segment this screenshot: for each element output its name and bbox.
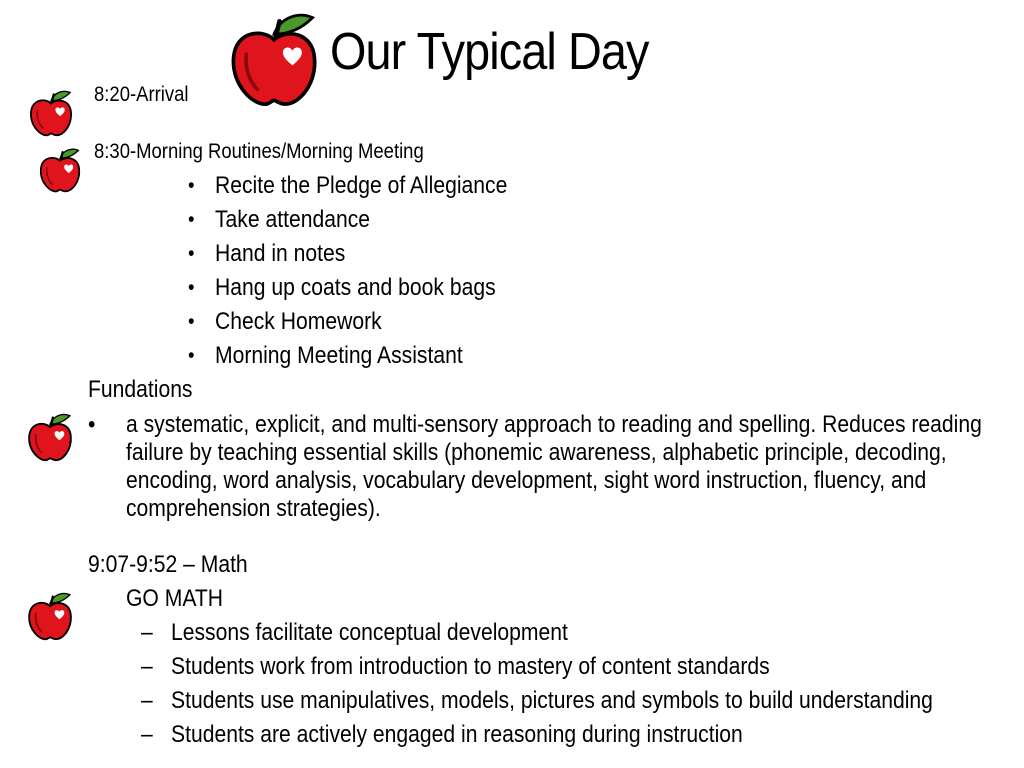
list-item: Recite the Pledge of Allegiance xyxy=(215,172,508,199)
slide-title: Our Typical Day xyxy=(330,23,649,81)
arrival-time: 8:20-Arrival xyxy=(94,83,189,106)
apple-icon xyxy=(228,8,320,110)
bullet: • xyxy=(188,242,195,265)
bullet: • xyxy=(188,208,195,231)
bullet: • xyxy=(88,411,96,438)
bullet: • xyxy=(188,310,195,333)
morning-heading: 8:30-Morning Routines/Morning Meeting xyxy=(94,140,424,163)
math-program: GO MATH xyxy=(126,585,223,612)
fundations-heading: Fundations xyxy=(88,376,193,403)
apple-icon xyxy=(38,146,82,194)
list-item: Morning Meeting Assistant xyxy=(215,342,463,369)
math-heading: 9:07-9:52 – Math xyxy=(88,551,248,578)
dash: – xyxy=(141,619,153,646)
apple-icon xyxy=(26,411,74,463)
list-item: Lessons facilitate conceptual development xyxy=(171,619,568,646)
list-item: Hand in notes xyxy=(215,240,346,267)
list-item: Students work from introduction to mastery of content standards xyxy=(171,653,770,680)
fundations-description: a systematic, explicit, and multi-sensory approach to reading and spelling. Reduces reading failure by teaching essential skills (phonemic awareness, alphabetic principle, decoding, encoding, word analysis, vocabulary development, sight word instruction, fluency, and comprehension strategies). xyxy=(126,411,982,522)
dash: – xyxy=(141,721,153,748)
dash: – xyxy=(141,687,153,714)
list-item: Check Homework xyxy=(215,308,382,335)
apple-icon xyxy=(26,590,74,642)
list-item: Students use manipulatives, models, pictures and symbols to build understanding xyxy=(171,687,933,714)
bullet: • xyxy=(188,344,195,367)
apple-icon xyxy=(28,88,74,138)
bullet: • xyxy=(188,174,195,197)
list-item: Take attendance xyxy=(215,206,371,233)
list-item: Hang up coats and book bags xyxy=(215,274,496,301)
dash: – xyxy=(141,653,153,680)
list-item: Students are actively engaged in reasoning during instruction xyxy=(171,721,743,748)
bullet: • xyxy=(188,276,195,299)
